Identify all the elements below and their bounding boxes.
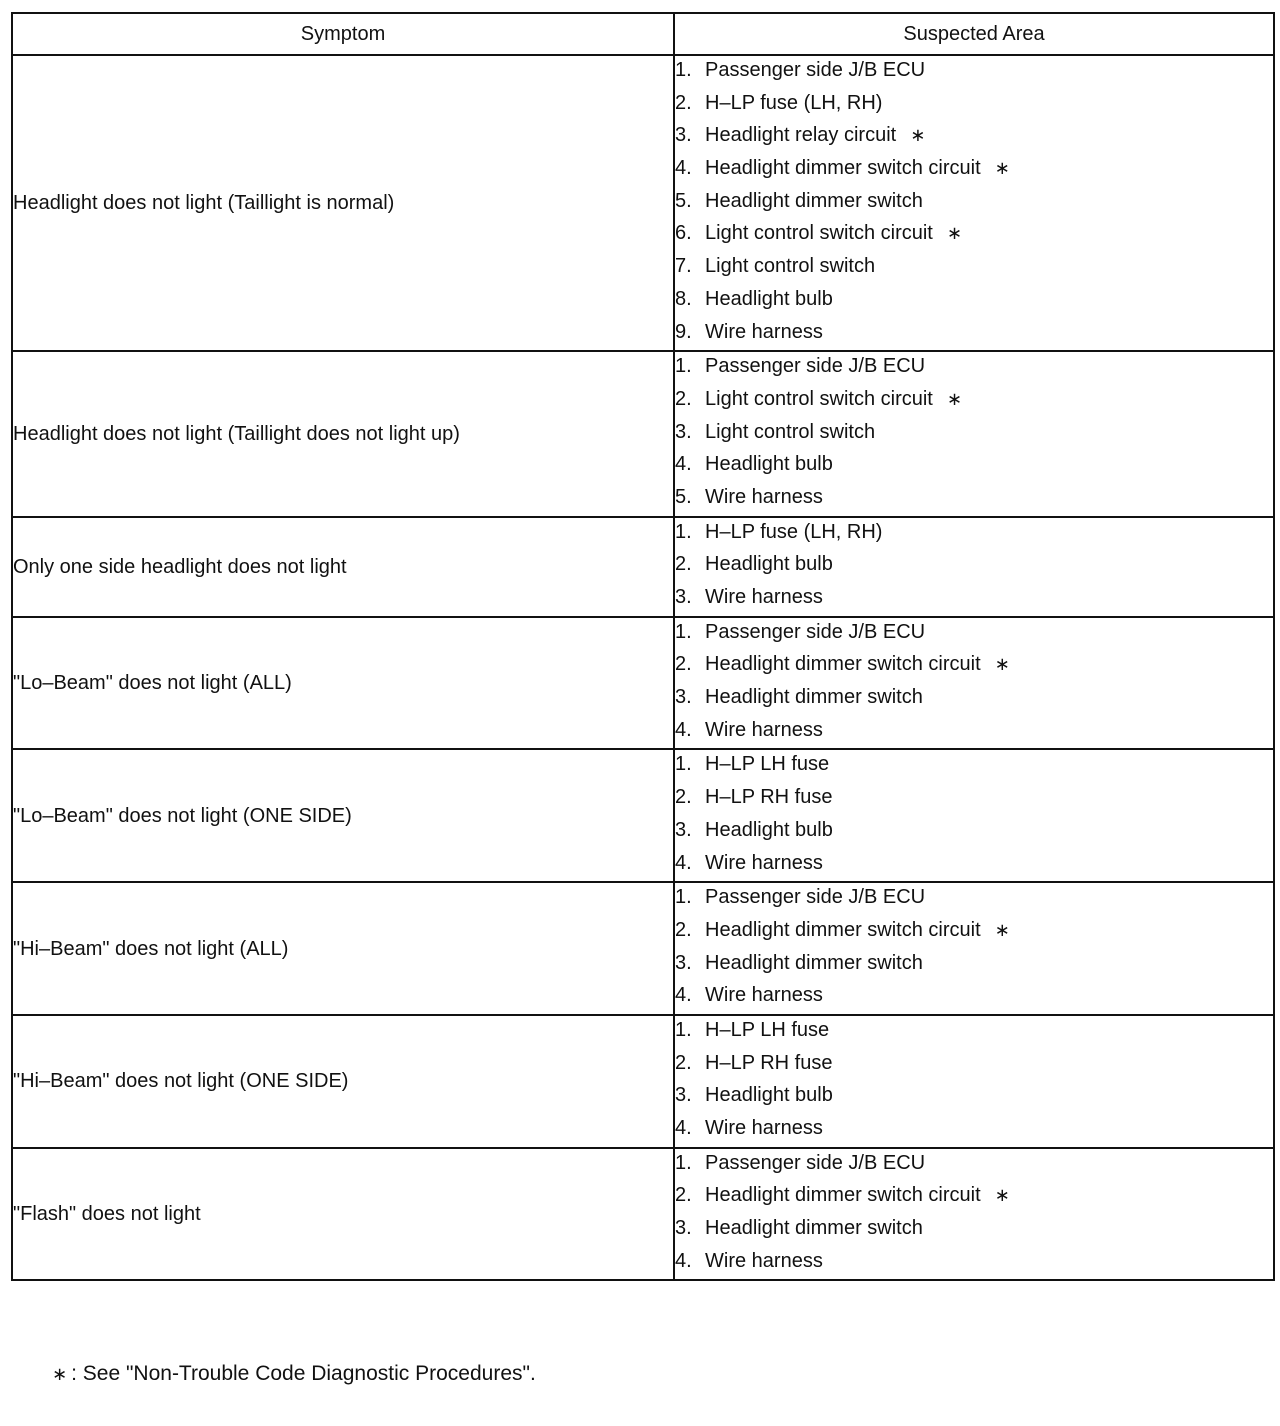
asterisk-icon: ∗	[946, 388, 962, 409]
item-number: 3.	[675, 1217, 692, 1240]
suspected-area-cell	[674, 617, 1274, 750]
asterisk-icon: ∗	[994, 1185, 1010, 1206]
item-number: 3.	[675, 686, 692, 709]
list-item	[675, 916, 1273, 949]
list-item	[675, 219, 1273, 252]
item-number: 1.	[675, 59, 692, 81]
item-text: Wire harness	[705, 485, 823, 508]
item-number: 3.	[675, 420, 692, 443]
item-number: 4.	[675, 851, 692, 874]
symptom-cell: "Flash" does not light	[12, 1148, 674, 1281]
suspected-area-list	[675, 1016, 1273, 1147]
table-row	[12, 1015, 1274, 1148]
item-text: Wire harness	[705, 586, 823, 608]
list-item	[675, 1247, 1273, 1280]
footnote-text: : See "Non-Trouble Code Diagnostic Procedures".	[71, 1362, 536, 1385]
item-number: 4.	[675, 1249, 692, 1272]
item-text: Passenger side J/B ECU	[705, 620, 926, 643]
item-text: Headlight dimmer switch circuit	[705, 918, 981, 941]
item-number: 2.	[675, 553, 692, 576]
item-text: Wire harness	[705, 851, 823, 874]
symptom-cell: "Lo–Beam" does not light (ONE SIDE)	[12, 749, 674, 882]
asterisk-icon: ∗	[994, 158, 1010, 179]
item-text: Wire harness	[705, 1249, 823, 1272]
list-item	[675, 883, 1273, 916]
item-number: 4.	[675, 157, 692, 180]
item-text: Wire harness	[705, 1117, 823, 1139]
list-item	[675, 56, 1273, 89]
suspected-area-list	[675, 618, 1273, 749]
asterisk-icon: ∗	[946, 223, 962, 244]
item-text: Passenger side J/B ECU	[705, 886, 926, 909]
suspected-area-list	[675, 352, 1273, 515]
list-item	[675, 154, 1273, 187]
list-item	[675, 650, 1273, 683]
item-text: Headlight dimmer switch circuit	[705, 653, 981, 676]
suspected-area-cell	[674, 351, 1274, 516]
item-text: Wire harness	[705, 984, 823, 1007]
symptom-cell: "Lo–Beam" does not light (ALL)	[12, 617, 674, 750]
item-number: 4.	[675, 984, 692, 1007]
item-number: 1.	[675, 753, 692, 776]
list-item	[675, 1181, 1273, 1214]
item-number: 2.	[675, 1051, 692, 1074]
asterisk-icon: ∗	[994, 919, 1010, 940]
symptom-cell: "Hi–Beam" does not light (ONE SIDE)	[12, 1015, 674, 1148]
item-number: 7.	[675, 255, 692, 278]
item-number: 4.	[675, 1117, 692, 1139]
list-item	[675, 285, 1273, 318]
suspected-area-column-header: Suspected Area	[674, 13, 1274, 55]
item-text: Headlight dimmer switch circuit	[705, 157, 981, 180]
table-row	[12, 1148, 1274, 1281]
item-number: 2.	[675, 918, 692, 941]
suspected-area-cell	[674, 1148, 1274, 1281]
list-item	[675, 89, 1273, 122]
item-number: 3.	[675, 586, 692, 608]
item-number: 2.	[675, 786, 692, 809]
item-number: 2.	[675, 387, 692, 410]
item-number: 2.	[675, 91, 692, 114]
item-text: Headlight bulb	[705, 1084, 833, 1107]
item-text: Passenger side J/B ECU	[705, 355, 926, 378]
item-number: 1.	[675, 520, 692, 543]
suspected-area-cell	[674, 749, 1274, 882]
suspected-area-cell	[674, 882, 1274, 1015]
table-header-row	[12, 13, 1274, 55]
list-item	[675, 121, 1273, 154]
list-item	[675, 187, 1273, 220]
item-text: Headlight bulb	[705, 287, 833, 310]
item-number: 2.	[675, 653, 692, 676]
item-number: 3.	[675, 818, 692, 841]
item-number: 4.	[675, 718, 692, 741]
item-number: 1.	[675, 1151, 692, 1174]
item-number: 3.	[675, 124, 692, 147]
item-text: H–LP fuse (LH, RH)	[705, 91, 883, 114]
suspected-area-list	[675, 1149, 1273, 1280]
list-item	[675, 1149, 1273, 1182]
item-text: Light control switch circuit	[705, 387, 933, 410]
item-text: H–LP LH fuse	[705, 1018, 830, 1041]
item-text: Passenger side J/B ECU	[705, 1151, 926, 1174]
item-text: Headlight dimmer switch	[705, 1217, 923, 1240]
item-text: Wire harness	[705, 320, 823, 343]
item-text: H–LP fuse (LH, RH)	[705, 520, 883, 543]
item-number: 5.	[675, 485, 692, 508]
list-item	[675, 683, 1273, 716]
item-number: 1.	[675, 355, 692, 378]
item-number: 1.	[675, 620, 692, 643]
list-item	[675, 352, 1273, 385]
list-item	[675, 1016, 1273, 1049]
item-text: Wire harness	[705, 718, 823, 741]
problem-symptoms-table	[11, 12, 1275, 1281]
symptom-cell: Only one side headlight does not light	[12, 517, 674, 617]
item-number: 2.	[675, 1184, 692, 1207]
item-text: Headlight bulb	[705, 553, 833, 576]
table-row	[12, 749, 1274, 882]
list-item	[675, 318, 1273, 351]
suspected-area-list	[675, 56, 1273, 350]
item-number: 3.	[675, 951, 692, 974]
item-text: H–LP RH fuse	[705, 786, 833, 809]
symptom-cell: Headlight does not light (Taillight is normal)	[12, 55, 674, 351]
list-item	[675, 483, 1273, 516]
suspected-area-list	[675, 883, 1273, 1014]
item-number: 5.	[675, 189, 692, 212]
item-text: Light control switch circuit	[705, 222, 933, 245]
list-item	[675, 783, 1273, 816]
table-row	[12, 55, 1274, 351]
list-item	[675, 450, 1273, 483]
list-item	[675, 385, 1273, 418]
asterisk-icon: ∗	[910, 125, 926, 146]
item-number: 1.	[675, 1018, 692, 1041]
list-item	[675, 550, 1273, 583]
list-item	[675, 418, 1273, 451]
list-item	[675, 849, 1273, 882]
item-text: Headlight bulb	[705, 818, 833, 841]
item-number: 4.	[675, 453, 692, 476]
item-number: 6.	[675, 222, 692, 245]
list-item	[675, 1114, 1273, 1147]
suspected-area-cell	[674, 1015, 1274, 1148]
list-item	[675, 518, 1273, 551]
footnote	[52, 1362, 536, 1386]
table-row	[12, 351, 1274, 516]
item-number: 3.	[675, 1084, 692, 1107]
list-item	[675, 716, 1273, 749]
item-text: Light control switch	[705, 255, 876, 278]
item-text: Headlight dimmer switch circuit	[705, 1184, 981, 1207]
diagnostic-sheet	[11, 12, 1273, 1281]
symptom-cell: "Hi–Beam" does not light (ALL)	[12, 882, 674, 1015]
item-text: Headlight dimmer switch	[705, 951, 923, 974]
asterisk-icon: ∗	[52, 1364, 68, 1384]
item-text: Passenger side J/B ECU	[705, 59, 926, 81]
item-text: Headlight dimmer switch	[705, 189, 923, 212]
list-item	[675, 981, 1273, 1014]
table-row	[12, 882, 1274, 1015]
list-item	[675, 1049, 1273, 1082]
item-text: Headlight relay circuit	[705, 124, 897, 147]
item-number: 1.	[675, 886, 692, 909]
list-item	[675, 252, 1273, 285]
table-body	[12, 55, 1274, 1280]
suspected-area-list	[675, 750, 1273, 881]
item-text: H–LP LH fuse	[705, 753, 830, 776]
symptom-cell: Headlight does not light (Taillight does not light up)	[12, 351, 674, 516]
list-item	[675, 750, 1273, 783]
list-item	[675, 816, 1273, 849]
item-number: 9.	[675, 320, 692, 343]
list-item	[675, 1081, 1273, 1114]
list-item	[675, 618, 1273, 651]
table-row	[12, 617, 1274, 750]
item-text: Light control switch	[705, 420, 876, 443]
symptom-column-header: Symptom	[12, 13, 674, 55]
asterisk-icon: ∗	[994, 654, 1010, 675]
suspected-area-cell	[674, 55, 1274, 351]
list-item	[675, 949, 1273, 982]
item-text: H–LP RH fuse	[705, 1051, 833, 1074]
list-item	[675, 1214, 1273, 1247]
suspected-area-cell	[674, 517, 1274, 617]
list-item	[675, 583, 1273, 616]
item-number: 8.	[675, 287, 692, 310]
suspected-area-list	[675, 518, 1273, 616]
item-text: Headlight bulb	[705, 453, 833, 476]
item-text: Headlight dimmer switch	[705, 686, 923, 709]
table-row	[12, 517, 1274, 617]
